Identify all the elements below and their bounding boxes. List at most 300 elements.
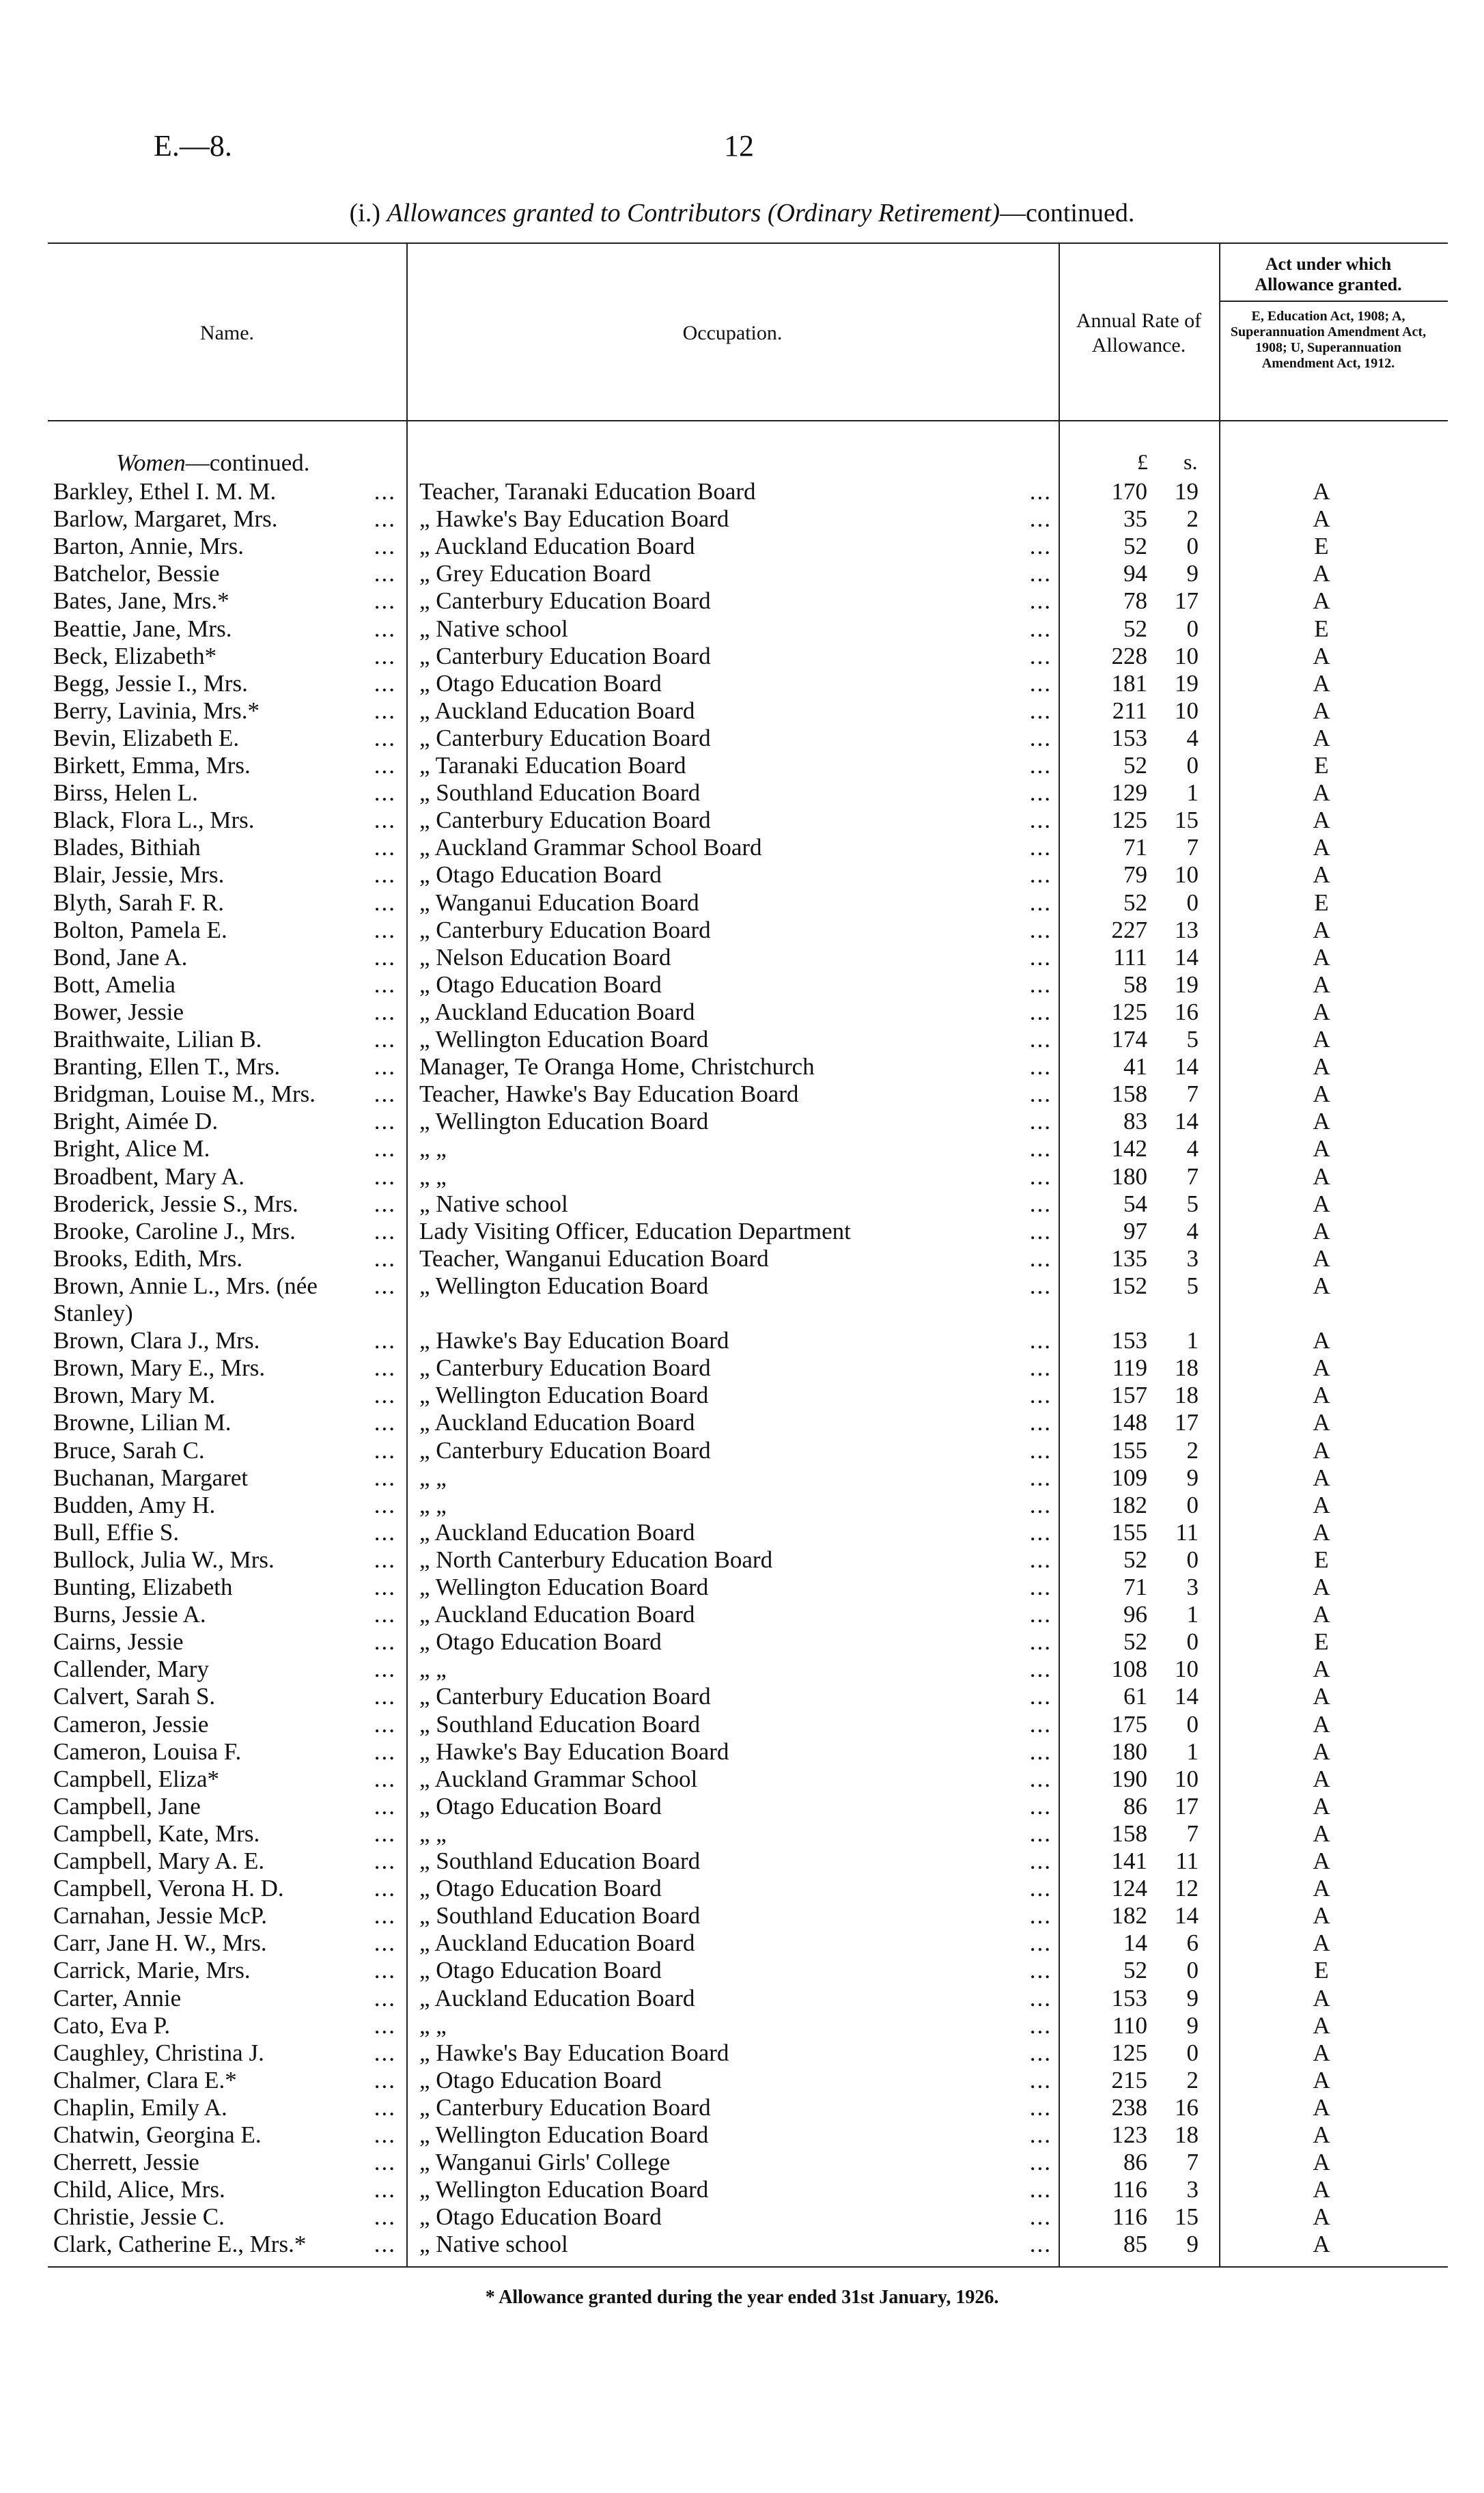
dot-leader: ... <box>1029 1081 1052 1108</box>
table-row <box>0 615 1484 643</box>
act-cell: A <box>1313 1820 1330 1847</box>
act-cell: A <box>1313 1601 1330 1628</box>
column-header-name: Name. <box>199 322 255 344</box>
dot-leader: ... <box>1029 2203 1052 2231</box>
pounds-cell: 78 <box>1123 587 1147 615</box>
dot-leader: ... <box>374 1574 396 1600</box>
pounds-cell: 35 <box>1123 505 1147 533</box>
dot-leader: ... <box>1029 2066 1052 2093</box>
footnote: * Allowance granted during the year ended 31st January, 1926. <box>485 2287 999 2308</box>
act-cell: A <box>1313 560 1330 587</box>
name-cell: Brown, Annie L., Mrs. (née <box>53 1272 318 1299</box>
table-row <box>0 643 1484 670</box>
table-row <box>0 1464 1484 1492</box>
pounds-cell: 116 <box>1112 2203 1147 2231</box>
act-cell: A <box>1313 1217 1330 1244</box>
dot-leader: ... <box>374 1244 396 1272</box>
pounds-cell: 52 <box>1123 752 1147 779</box>
table-row <box>0 1683 1484 1710</box>
occupation-cell: „ „ <box>419 1162 447 1190</box>
name-cell: Bull, Effie S. <box>53 1518 180 1546</box>
name-cell: Calvert, Sarah S. <box>53 1683 216 1710</box>
occupation-cell: „ „ <box>419 1464 447 1491</box>
table-row <box>0 1272 1484 1300</box>
dot-leader: ... <box>374 1108 396 1135</box>
table-row <box>0 889 1484 917</box>
pounds-cell: 71 <box>1123 834 1147 861</box>
occupation-cell: Teacher, Wanganui Education Board <box>419 1244 769 1272</box>
occupation-cell: „ Otago Education Board <box>419 669 662 697</box>
pounds-cell: 158 <box>1111 1081 1147 1108</box>
dot-leader: ... <box>1029 1436 1052 1464</box>
table-row <box>0 2176 1484 2203</box>
occupation-cell: „ Canterbury Education Board <box>419 1436 711 1464</box>
pounds-cell: 124 <box>1111 1875 1147 1902</box>
column-header-rate: Annual Rate of Allowance. <box>1076 309 1202 357</box>
shillings-cell: 12 <box>1175 1875 1199 1902</box>
name-cell: Bott, Amelia <box>53 971 176 998</box>
shillings-cell: 9 <box>1186 1984 1199 2011</box>
name-cell: Callender, Mary <box>53 1656 209 1683</box>
name-cell: Bullock, Julia W., Mrs. <box>53 1546 275 1573</box>
act-cell: E <box>1314 1546 1329 1573</box>
pounds-cell: 52 <box>1123 1957 1147 1984</box>
name-cell: Brown, Mary E., Mrs. <box>53 1354 266 1382</box>
pounds-cell: 155 <box>1111 1518 1147 1546</box>
table-bottom-rule <box>48 2266 1448 2268</box>
name-cell: Budden, Amy H. <box>53 1491 216 1518</box>
shillings-cell: 18 <box>1175 1382 1199 1409</box>
occupation-cell: „ Otago Education Board <box>419 2066 662 2093</box>
pounds-cell: 182 <box>1111 1902 1147 1930</box>
dot-leader: ... <box>374 2066 396 2093</box>
pounds-cell: 180 <box>1111 1738 1147 1765</box>
table-row <box>0 1957 1484 1984</box>
name-cell: Birkett, Emma, Mrs. <box>53 752 251 779</box>
shillings-cell: 0 <box>1186 1491 1199 1518</box>
occupation-cell: „ Grey Education Board <box>419 560 652 587</box>
occupation-cell: „ North Canterbury Education Board <box>419 1546 773 1573</box>
name-cell: Chalmer, Clara E.* <box>53 2066 237 2093</box>
dot-leader: ... <box>374 1984 396 2011</box>
name-cell: Chatwin, Georgina E. <box>53 2121 262 2148</box>
pounds-cell: 170 <box>1111 478 1147 505</box>
dot-leader: ... <box>374 1930 396 1957</box>
dot-leader: ... <box>374 533 396 560</box>
occupation-cell: „ Nelson Education Board <box>419 943 671 971</box>
dot-leader: ... <box>1029 1875 1052 1902</box>
table-row <box>0 533 1484 560</box>
pounds-cell: 52 <box>1123 1546 1147 1573</box>
header-bottom-rule <box>48 420 1448 421</box>
occupation-cell: „ Wellington Education Board <box>419 1382 709 1409</box>
occupation-cell: „ Auckland Education Board <box>419 1601 695 1628</box>
table-row <box>0 1875 1484 1902</box>
shillings-cell: 5 <box>1186 1026 1199 1053</box>
dot-leader: ... <box>374 2121 396 2148</box>
occupation-cell: „ Southland Education Board <box>419 1848 701 1874</box>
shillings-cell: 9 <box>1186 2231 1199 2258</box>
shillings-cell: 3 <box>1186 1244 1199 1272</box>
occupation-cell: „ „ <box>419 2011 447 2039</box>
act-cell: A <box>1313 1436 1330 1464</box>
pounds-cell: 86 <box>1123 2149 1147 2176</box>
dot-leader: ... <box>374 1190 396 1217</box>
dot-leader: ... <box>374 1601 396 1628</box>
pounds-cell: 142 <box>1111 1135 1147 1162</box>
dot-leader: ... <box>1029 752 1052 779</box>
pounds-cell: 125 <box>1111 2039 1147 2066</box>
dot-leader: ... <box>1029 669 1052 697</box>
shillings-cell: 5 <box>1186 1190 1199 1217</box>
pounds-cell: 109 <box>1111 1464 1147 1491</box>
table-row <box>0 1601 1484 1628</box>
shillings-cell: 1 <box>1186 1738 1199 1765</box>
dot-leader: ... <box>374 971 396 998</box>
table-row <box>0 1848 1484 1875</box>
act-cell: A <box>1313 2066 1330 2093</box>
dot-leader: ... <box>1029 478 1052 505</box>
name-cell: Bower, Jessie <box>53 998 184 1025</box>
dot-leader: ... <box>1029 1656 1052 1683</box>
act-cell: A <box>1313 1053 1330 1081</box>
shillings-cell: 17 <box>1175 587 1199 615</box>
name-cell: Broderick, Jessie S., Mrs. <box>53 1190 298 1217</box>
title-suffix: —continued. <box>1000 199 1135 227</box>
occupation-cell: „ Taranaki Education Board <box>419 752 686 779</box>
shillings-cell: 0 <box>1186 889 1199 916</box>
shillings-cell: 14 <box>1175 1683 1199 1710</box>
dot-leader: ... <box>374 615 396 642</box>
act-cell: E <box>1314 1628 1329 1656</box>
act-cell: E <box>1314 1957 1329 1984</box>
dot-leader: ... <box>1029 1491 1052 1518</box>
pounds-cell: 108 <box>1111 1656 1147 1683</box>
table-row <box>0 2149 1484 2176</box>
table-row <box>0 807 1484 834</box>
page-number: 12 <box>724 129 754 163</box>
dot-leader: ... <box>374 1683 396 1710</box>
dot-leader: ... <box>1029 2149 1052 2176</box>
name-cell: Bruce, Sarah C. <box>53 1436 205 1464</box>
occupation-cell: „ Wellington Education Board <box>419 1272 709 1299</box>
shillings-cell: 3 <box>1186 1574 1199 1600</box>
dot-leader: ... <box>1029 1244 1052 1272</box>
table-row <box>0 478 1484 505</box>
pounds-cell: 58 <box>1123 971 1147 998</box>
table-row <box>0 917 1484 944</box>
act-cell: A <box>1313 861 1330 889</box>
occupation-cell: „ Wellington Education Board <box>419 1026 709 1053</box>
pounds-cell: 152 <box>1111 1272 1147 1299</box>
act-cell: A <box>1313 1710 1330 1738</box>
shillings-cell: 11 <box>1175 1848 1199 1874</box>
dot-leader: ... <box>374 1875 396 1902</box>
occupation-cell: „ Hawke's Bay Education Board <box>419 505 729 533</box>
name-cell: Christie, Jessie C. <box>53 2203 225 2231</box>
shillings-cell: 0 <box>1186 1546 1199 1573</box>
table-row <box>0 971 1484 999</box>
act-cell: A <box>1313 1984 1330 2011</box>
unit-pound: £ <box>1137 449 1148 474</box>
title-main: Allowances granted to Contributors (Ordinary Retirement) <box>387 199 1000 227</box>
shillings-cell: 9 <box>1186 560 1199 587</box>
occupation-cell: „ Canterbury Education Board <box>419 642 711 669</box>
shillings-cell: 7 <box>1186 1162 1199 1190</box>
shillings-cell: 7 <box>1186 1820 1199 1847</box>
name-cell: Caughley, Christina J. <box>53 2039 264 2066</box>
name-cell: Bunting, Elizabeth <box>53 1574 233 1600</box>
dot-leader: ... <box>1029 2121 1052 2148</box>
occupation-cell: „ Wellington Education Board <box>419 2121 709 2148</box>
pounds-cell: 141 <box>1111 1848 1147 1874</box>
occupation-cell: „ Canterbury Education Board <box>419 916 711 943</box>
dot-leader: ... <box>374 505 396 533</box>
occupation-cell: „ Canterbury Education Board <box>419 807 711 834</box>
act-cell: A <box>1313 1848 1330 1874</box>
dot-leader: ... <box>374 1792 396 1820</box>
shillings-cell: 7 <box>1186 834 1199 861</box>
pounds-cell: 215 <box>1111 2066 1147 2093</box>
act-cell: A <box>1313 587 1330 615</box>
table-row <box>0 1300 1484 1327</box>
table-row <box>0 2039 1484 2067</box>
table-row <box>0 1437 1484 1464</box>
pounds-cell: 97 <box>1123 1217 1147 1244</box>
table-row <box>0 1026 1484 1053</box>
pounds-cell: 61 <box>1123 1683 1147 1710</box>
act-cell: E <box>1314 752 1329 779</box>
name-cell: Birss, Helen L. <box>53 779 198 807</box>
dot-leader: ... <box>374 998 396 1025</box>
name-cell: Bright, Aimée D. <box>53 1108 219 1135</box>
column-header-act: Act under which Allowance granted. <box>1255 254 1402 294</box>
pounds-cell: 135 <box>1111 1244 1147 1272</box>
document-reference: E.—8. <box>154 129 232 163</box>
act-cell: A <box>1313 1108 1330 1135</box>
name-cell: Barton, Annie, Mrs. <box>53 533 244 560</box>
dot-leader: ... <box>374 1738 396 1765</box>
act-cell: A <box>1313 1930 1330 1957</box>
occupation-cell: „ Wanganui Girls' College <box>419 2149 671 2176</box>
table-row <box>0 779 1484 807</box>
dot-leader: ... <box>1029 1546 1052 1573</box>
title-prefix: (i.) <box>349 199 380 227</box>
table-row <box>0 1820 1484 1848</box>
act-cell: A <box>1313 1574 1330 1600</box>
act-cell: A <box>1313 669 1330 697</box>
dot-leader: ... <box>374 1546 396 1573</box>
pounds-cell: 228 <box>1111 642 1147 669</box>
name-cell: Browne, Lilian M. <box>53 1409 232 1436</box>
table-row <box>0 1190 1484 1218</box>
name-cell: Campbell, Kate, Mrs. <box>53 1820 260 1847</box>
table-row <box>0 1409 1484 1436</box>
shillings-cell: 4 <box>1186 1217 1199 1244</box>
table-top-rule <box>48 242 1448 244</box>
dot-leader: ... <box>1029 2176 1052 2203</box>
name-cell: Blyth, Sarah F. R. <box>53 889 224 916</box>
dot-leader: ... <box>374 2149 396 2176</box>
occupation-cell: „ Auckland Education Board <box>419 1518 695 1546</box>
dot-leader: ... <box>1029 505 1052 533</box>
dot-leader: ... <box>374 1957 396 1984</box>
dot-leader: ... <box>374 889 396 916</box>
act-cell: A <box>1313 1656 1330 1683</box>
shillings-cell: 2 <box>1186 2066 1199 2093</box>
table-row <box>0 2231 1484 2258</box>
table-row <box>0 505 1484 533</box>
pounds-cell: 180 <box>1111 1162 1147 1190</box>
table-row <box>0 2067 1484 2094</box>
shillings-cell: 10 <box>1175 1656 1199 1683</box>
shillings-cell: 16 <box>1175 998 1199 1025</box>
occupation-cell: „ Otago Education Board <box>419 861 662 889</box>
shillings-cell: 13 <box>1175 916 1199 943</box>
dot-leader: ... <box>1029 1108 1052 1135</box>
pounds-cell: 238 <box>1111 2093 1147 2121</box>
pounds-cell: 211 <box>1112 697 1147 724</box>
shillings-cell: 4 <box>1186 1135 1199 1162</box>
occupation-cell: „ Southland Education Board <box>419 1902 701 1930</box>
shillings-cell: 1 <box>1186 1327 1199 1354</box>
occupation-cell: „ Native school <box>419 1190 568 1217</box>
pounds-cell: 157 <box>1111 1382 1147 1409</box>
dot-leader: ... <box>374 1820 396 1847</box>
act-cell: A <box>1313 1026 1330 1053</box>
shillings-cell: 16 <box>1175 2093 1199 2121</box>
act-cell: A <box>1313 1765 1330 1792</box>
table-row <box>0 1985 1484 2012</box>
name-cell: Barlow, Margaret, Mrs. <box>53 505 278 533</box>
pounds-cell: 148 <box>1111 1409 1147 1436</box>
shillings-cell: 17 <box>1175 1792 1199 1820</box>
table-row <box>0 2012 1484 2039</box>
shillings-cell: 19 <box>1175 669 1199 697</box>
table-row <box>0 1245 1484 1272</box>
act-cell: A <box>1313 807 1330 834</box>
table-row <box>0 1354 1484 1382</box>
name-cell: Beattie, Jane, Mrs. <box>53 615 232 642</box>
name-cell: Campbell, Eliza* <box>53 1765 219 1792</box>
dot-leader: ... <box>374 2039 396 2066</box>
act-cell: A <box>1313 478 1330 505</box>
dot-leader: ... <box>374 1848 396 1874</box>
occupation-cell: „ Wellington Education Board <box>419 2176 709 2203</box>
table-row <box>0 1081 1484 1108</box>
occupation-cell: „ Auckland Grammar School <box>419 1765 698 1792</box>
act-cell: E <box>1314 889 1329 916</box>
dot-leader: ... <box>374 1409 396 1436</box>
dot-leader: ... <box>374 697 396 724</box>
table-row <box>0 670 1484 697</box>
dot-leader: ... <box>1029 1792 1052 1820</box>
table-row <box>0 1738 1484 1766</box>
shillings-cell: 10 <box>1175 642 1199 669</box>
shillings-cell: 1 <box>1186 1601 1199 1628</box>
occupation-cell: „ Otago Education Board <box>419 1875 662 1902</box>
name-cell: Black, Flora L., Mrs. <box>53 807 255 834</box>
dot-leader: ... <box>374 916 396 943</box>
shillings-cell: 2 <box>1186 1436 1199 1464</box>
dot-leader: ... <box>1029 697 1052 724</box>
name-cell: Branting, Ellen T., Mrs. <box>53 1053 281 1081</box>
pounds-cell: 175 <box>1111 1710 1147 1738</box>
name-cell: Carnahan, Jessie McP. <box>53 1902 268 1930</box>
section-suffix: —continued. <box>185 449 310 476</box>
dot-leader: ... <box>374 1902 396 1930</box>
act-cell: A <box>1313 1491 1330 1518</box>
dot-leader: ... <box>1029 2039 1052 2066</box>
dot-leader: ... <box>1029 1135 1052 1162</box>
dot-leader: ... <box>1029 1957 1052 1984</box>
shillings-cell: 3 <box>1186 2176 1199 2203</box>
shillings-cell: 18 <box>1175 2121 1199 2148</box>
name-cell: Burns, Jessie A. <box>53 1601 206 1628</box>
occupation-cell: „ „ <box>419 1491 447 1518</box>
dot-leader: ... <box>1029 834 1052 861</box>
shillings-cell: 0 <box>1186 1710 1199 1738</box>
act-cell: A <box>1313 1244 1330 1272</box>
occupation-cell: „ Otago Education Board <box>419 1792 662 1820</box>
occupation-cell: „ Canterbury Education Board <box>419 587 711 615</box>
dot-leader: ... <box>374 752 396 779</box>
dot-leader: ... <box>1029 861 1052 889</box>
shillings-cell: 1 <box>1186 779 1199 807</box>
table-title <box>0 198 1484 228</box>
pounds-cell: 52 <box>1123 615 1147 642</box>
name-cell: Clark, Catherine E., Mrs.* <box>53 2231 307 2258</box>
name-cell: Blair, Jessie, Mrs. <box>53 861 225 889</box>
pounds-cell: 86 <box>1123 1792 1147 1820</box>
dot-leader: ... <box>1029 1190 1052 1217</box>
name-cell: Bright, Alice M. <box>53 1135 210 1162</box>
table-row <box>0 2121 1484 2149</box>
table-row <box>0 1574 1484 1601</box>
table-row <box>0 752 1484 779</box>
occupation-cell: „ „ <box>419 1656 447 1683</box>
name-cell: Campbell, Mary A. E. <box>53 1848 265 1874</box>
name-cell: Begg, Jessie I., Mrs. <box>53 669 248 697</box>
shillings-cell: 6 <box>1186 1930 1199 1957</box>
shillings-cell: 19 <box>1175 971 1199 998</box>
section-label: Women <box>116 449 186 476</box>
act-cell: A <box>1313 2011 1330 2039</box>
name-cell: Cherrett, Jessie <box>53 2149 199 2176</box>
dot-leader: ... <box>1029 889 1052 916</box>
shillings-cell: 2 <box>1186 505 1199 533</box>
dot-leader: ... <box>374 779 396 807</box>
pounds-cell: 14 <box>1123 1930 1147 1957</box>
table-row <box>0 1108 1484 1135</box>
dot-leader: ... <box>1029 1217 1052 1244</box>
shillings-cell: 7 <box>1186 2149 1199 2176</box>
act-cell: A <box>1313 642 1330 669</box>
name-cell: Bond, Jane A. <box>53 943 188 971</box>
pounds-cell: 227 <box>1111 916 1147 943</box>
act-header-rule <box>1219 301 1448 302</box>
pounds-cell: 111 <box>1113 943 1147 971</box>
dot-leader: ... <box>374 1518 396 1546</box>
table-row <box>0 1519 1484 1546</box>
table-row <box>0 1492 1484 1519</box>
occupation-cell: „ Canterbury Education Board <box>419 1354 711 1382</box>
table-row <box>0 2094 1484 2121</box>
pounds-cell: 94 <box>1123 560 1147 587</box>
pounds-cell: 54 <box>1123 1190 1147 1217</box>
act-cell: A <box>1313 1738 1330 1765</box>
table-row <box>0 1766 1484 1793</box>
